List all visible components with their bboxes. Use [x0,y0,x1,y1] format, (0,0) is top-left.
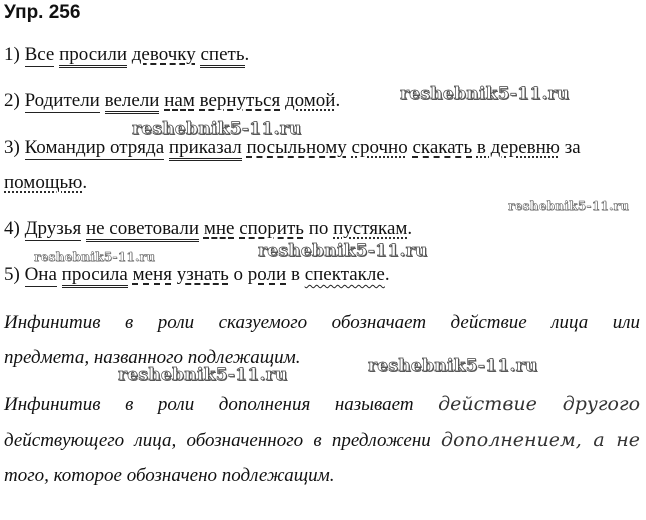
predicate-word: просила [62,264,128,288]
watermark: reshebnik5-11.ru [34,250,156,264]
predicate-phrase: не советовали [86,218,199,242]
subject-word: Все [24,44,55,65]
subject-word: Друзья [24,218,82,239]
subject-word: Она [24,264,57,285]
rule-2-line-2 [4,429,640,452]
watermark: reshebnik5-11.ru [400,84,570,104]
preposition: за [564,137,581,158]
preposition: о [233,264,244,285]
rule-2-faint-text: действие другого [438,393,641,415]
adverbial-word: помощью [4,172,83,193]
sentence-5 [4,264,390,286]
predicate-word: приказал [169,137,242,161]
rule-1-line-2: предмета, названного подлежащим. [4,347,301,368]
period: . [82,172,88,193]
rule-2-text: Инфинитив в роли дополнения называет [4,394,414,415]
object-word: роли [247,264,287,285]
sentence-4 [4,218,412,240]
sentence-number: 3) [4,137,20,158]
object-infinitive: вернуться [199,90,281,111]
watermark: reshebnik5-11.ru [118,365,288,385]
period: . [244,44,250,65]
preposition: в [290,264,300,285]
rule-2-text: действующего лица, обозначенного в предложени [4,430,431,451]
object-word: девочку [131,44,196,65]
watermark: reshebnik5-11.ru [258,241,428,261]
attribute-word: спектакле [304,264,385,285]
exercise-title: Упр. 256 [4,2,81,23]
sentence-3-line-1 [4,137,581,159]
rule-2-line-1 [4,393,640,416]
sentence-number: 2) [4,90,20,111]
object-word: посыльному [246,137,347,158]
object-infinitive: скакать [412,137,473,158]
rule-2-line-3: того, которое обозначено подлежащим. [4,465,335,486]
predicate-word: просили [59,44,127,68]
watermark: reshebnik5-11.ru [132,119,302,139]
preposition: по [308,218,329,239]
predicate-word: велели [105,90,160,114]
sentence-number: 4) [4,218,20,239]
subject-phrase: Командир отряда [24,137,165,158]
sentence-number: 1) [4,44,20,65]
object-word: мне [203,218,235,239]
sentence-3-line-2 [4,172,87,194]
adverbial-word: домой [284,90,336,111]
rule-2-faint-text: дополнением, а не [441,429,641,451]
object-word: нам [164,90,195,111]
watermark: reshebnik5-11.ru [368,356,538,376]
object-word: меня [132,264,172,285]
predicate-infinitive: спеть [200,44,244,68]
sentence-1 [4,44,249,66]
watermark: reshebnik5-11.ru [508,199,630,213]
sentence-2 [4,90,340,112]
period: . [407,218,413,239]
sentence-number: 5) [4,264,20,285]
period: . [384,264,390,285]
adverbial-word: пустякам [333,218,408,239]
adverbial-phrase: в деревню [476,137,560,158]
subject-word: Родители [24,90,100,111]
rule-1-line-1: Инфинитив в роли сказуемого обозначает действие лица или [4,312,640,333]
object-infinitive: спорить [239,218,304,239]
adverbial-word: срочно [351,137,408,158]
object-infinitive: узнать [176,264,229,285]
period: . [335,90,341,111]
